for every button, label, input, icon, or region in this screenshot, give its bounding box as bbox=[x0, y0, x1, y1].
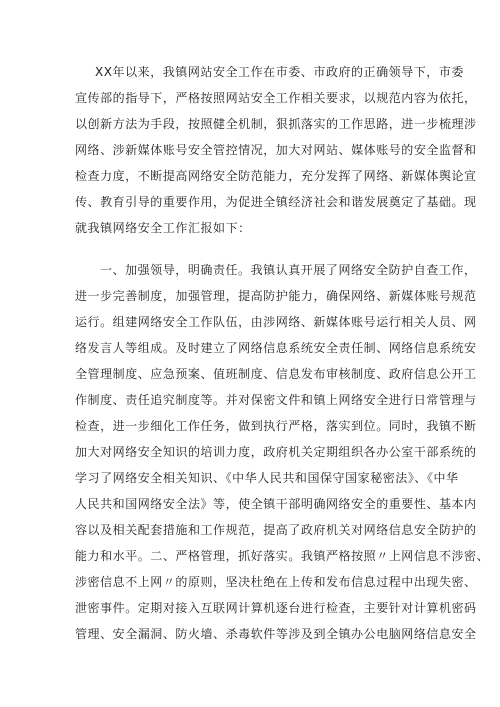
paragraph-line: 一、加强领导，明确责任。我镇认真开展了网络安全防护自查工作， bbox=[100, 263, 477, 277]
paragraph-line: XX年以来，我镇网站安全工作在市委、市政府的正确领导下，市委 bbox=[95, 65, 464, 79]
paragraph-line: 以创新方法为手段，按照健全机制，狠抓落实的工作思路，进一步梳理涉 bbox=[75, 117, 477, 131]
paragraph-line: 容以及相关配套措施和工作规范，提高了政府机关对网络信息安全防护的 bbox=[75, 523, 477, 537]
paragraph-line: 就我镇网络安全工作汇报如下： bbox=[75, 221, 251, 235]
paragraph-line: 运行。组建网络安全工作队伍，由涉网络、新媒体账号运行相关人员、网 bbox=[75, 315, 477, 329]
paragraph-line: 加大对网络安全知识的培训力度，政府机关定期组织各办公室干部系统的 bbox=[75, 445, 477, 459]
paragraph-line: 传、教育引导的重要作用，为促进全镇经济社会和谐发展奠定了基础。现 bbox=[75, 195, 477, 209]
paragraph-line: 学习了网络安全相关知识、《中华人民共和国保守国家秘密法》、《中华 bbox=[75, 471, 459, 485]
paragraph-line: 检查力度，不断提高网络安全防范能力，充分发挥了网络、新媒体舆论宣 bbox=[75, 169, 477, 183]
paragraph-line: 进一步完善制度，加强管理，提高防护能力，确保网络、新媒体账号规范 bbox=[75, 289, 477, 303]
paragraph-line: 涉密信息不上网〃的原则，坚决杜绝在上传和发布信息过程中出现失密、 bbox=[75, 575, 477, 589]
paragraph-line: 检查，进一步细化工作任务，做到执行严格，落实到位。同时，我镇不断 bbox=[75, 419, 477, 433]
paragraph-line: 能力和水平。二、严格管理，抓好落实。我镇严格按照〃上网信息不涉密、 bbox=[75, 549, 490, 563]
paragraph-line: 网络、涉新媒体账号安全管控情况，加大对网站、媒体账号的安全监督和 bbox=[75, 143, 477, 157]
paragraph-line: 络发言人等组成。及时建立了网络信息系统安全责任制、网络信息系统安 bbox=[75, 341, 477, 355]
paragraph-line: 宣传部的指导下，严格按照网站安全工作相关要求，以规范内容为依托， bbox=[75, 91, 477, 105]
paragraph-line: 泄密事件。定期对接入互联网计算机逐台进行检查，主要针对计算机密码 bbox=[75, 601, 477, 615]
paragraph-line: 全管理制度、应急预案、值班制度、信息发布审核制度、政府信息公开工 bbox=[75, 367, 477, 381]
paragraph-line: 作制度、责任追究制度等。并对保密文件和镇上网络安全进行日常管理与 bbox=[75, 393, 477, 407]
paragraph-line: 人民共和国网络安全法》等，使全镇干部明确网络安全的重要性、基本内 bbox=[75, 497, 477, 511]
paragraph-line: 管理、安全漏洞、防火墙、杀毒软件等涉及到全镇办公电脑网络信息安全 bbox=[75, 627, 477, 641]
